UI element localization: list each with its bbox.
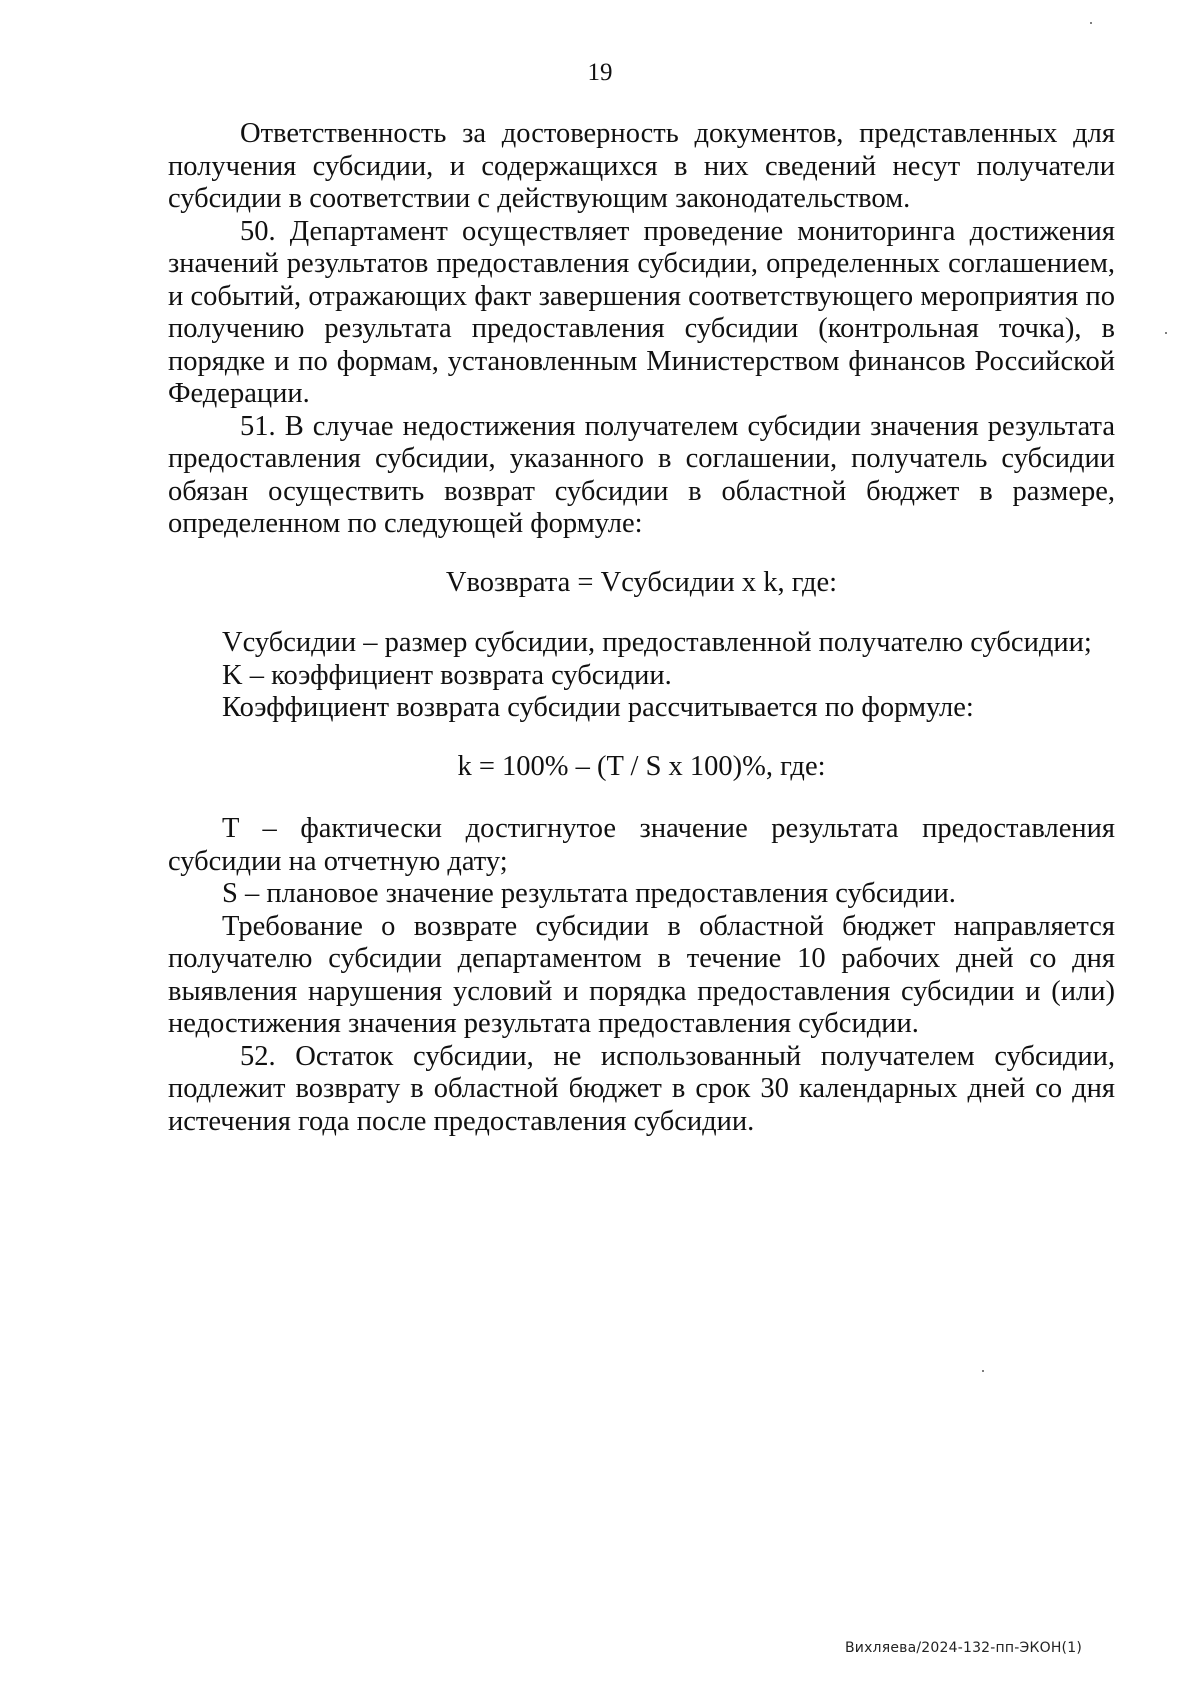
scan-speck — [1165, 332, 1167, 334]
page-number: 19 — [587, 59, 613, 86]
paragraph-52: 52. Остаток субсидии, не использованный получателем субсидии, подлежит возврату в областной бюджет в срок 30 календарных дней со дня истечения года после предоставления субсидии. — [168, 1040, 1115, 1137]
definition-k: K – коэффициент возврата субсидии. — [222, 659, 672, 691]
document-body — [168, 118, 1115, 1138]
paragraph-50: 50. Департамент осуществляет проведение мониторинга достижения значений результатов предоставления субсидии, определенных соглашением, и событий, отражающих факт завершения соответствующего мероприятия по получению результата предоставления субсидии (контрольная точка), в порядке и по формам, установленным Министерством финансов Российской Федерации. — [168, 215, 1115, 409]
formula-refund-amount: Vвозврата = Vсубсидии x k, где: — [445, 566, 838, 598]
definition-s: S – плановое значение результата предоставления субсидии. — [222, 878, 956, 909]
paragraph-responsibility: Ответственность за достоверность документов, представленных для получения субсидии, и содержащихся в них сведений несут получатели субсидии в соответствии с действующим законодательством. — [168, 118, 1115, 214]
paragraph-51: 51. В случае недостижения получателем субсидии значения результата предоставления субсидии, указанного в соглашении, получатель субсидии обязан осуществить возврат субсидии в областной бюджет в размере, определенном по следующей формуле: — [168, 410, 1115, 539]
formula-coefficient: k = 100% – (T / S x 100)%, где: — [457, 750, 826, 782]
definition-t: T – фактически достигнутое значение результата предоставления субсидии на отчетную дату; — [168, 813, 1115, 877]
scan-speck — [1090, 22, 1092, 24]
paragraph-requirement: Требование о возврате субсидии в областной бюджет направляется получателю субсидии департаментом в течение 10 рабочих дней со дня выявления нарушения условий и порядка предоставления субсидии и (или) недостижения значения результата предоставления субсидии. — [168, 910, 1115, 1039]
scan-speck — [982, 1370, 984, 1372]
document-footer-code: Вихляева/2024-132-пп-ЭКОН(1) — [844, 1640, 1082, 1656]
definition-v-subsidy: Vсубсидии – размер субсидии, предоставленной получателю субсидии; — [222, 627, 1092, 658]
coefficient-intro: Коэффициент возврата субсидии рассчитывается по формуле: — [222, 692, 974, 723]
